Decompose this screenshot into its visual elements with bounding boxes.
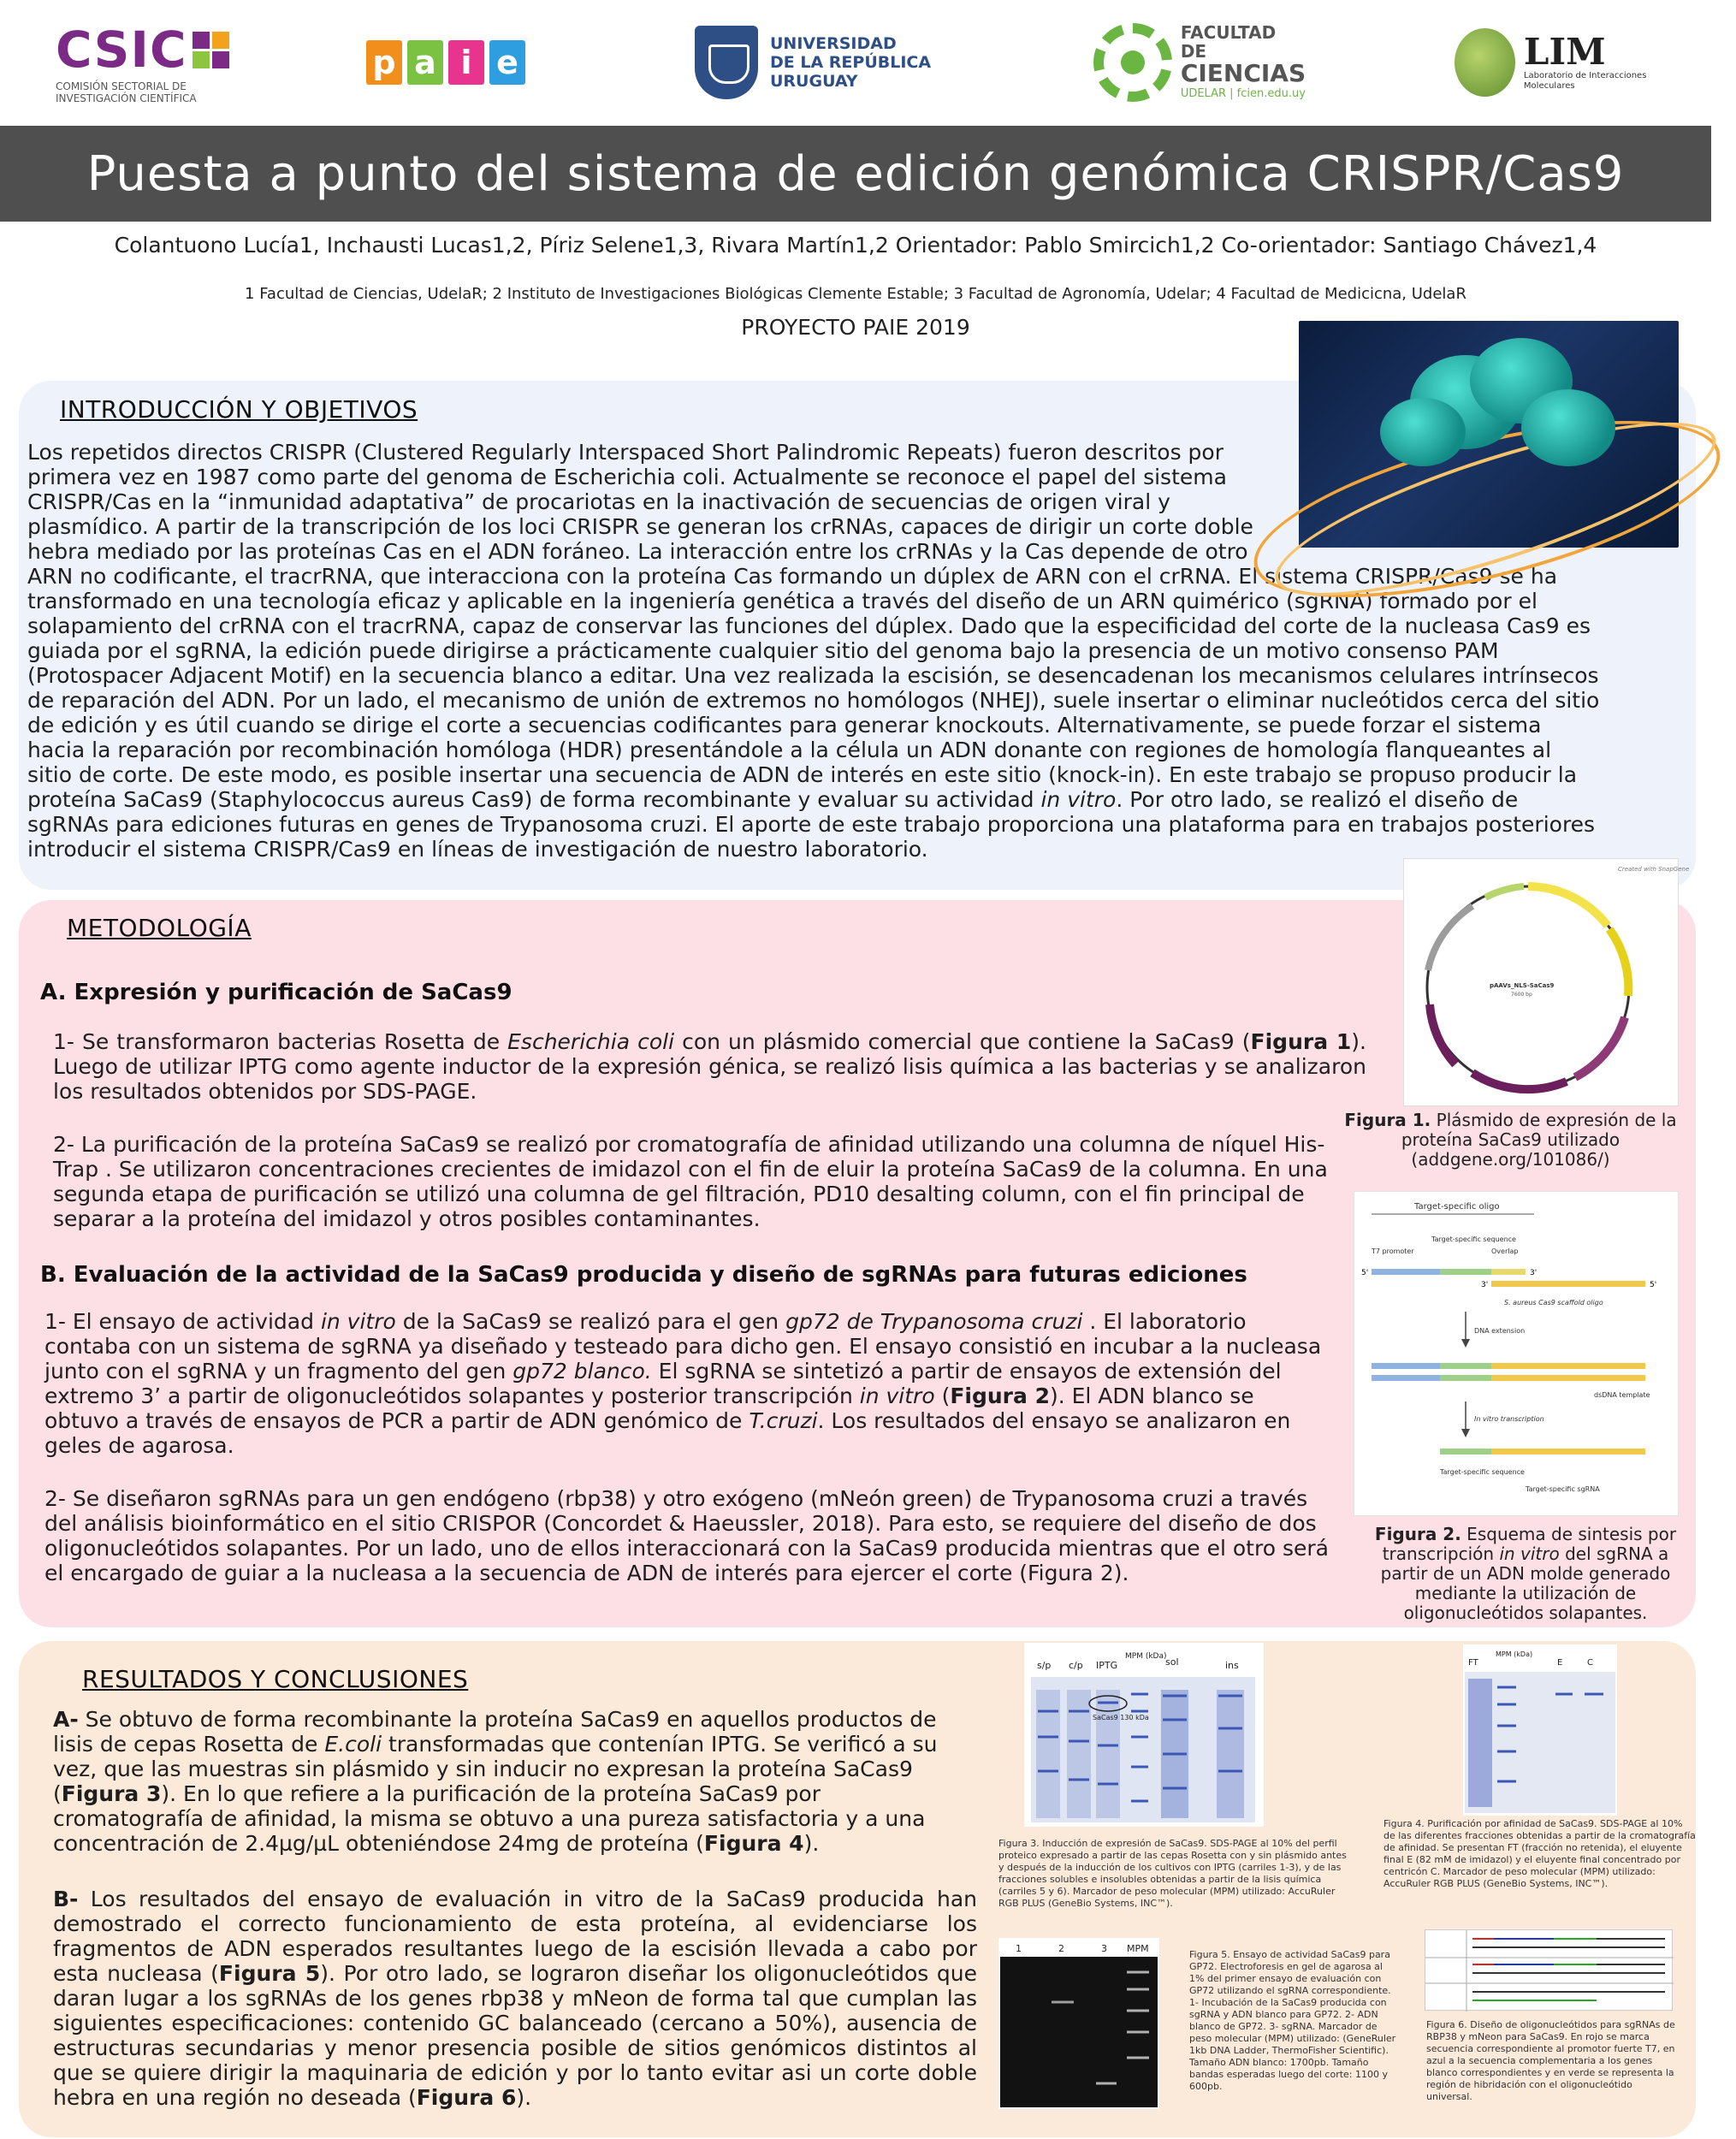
methods-b2: 2- Se diseñaron sgRNAs para un gen endógeno (rbp38) y otro exógeno (mNeón green) de Trypanosoma cruzi a través del análisis bioinformático en el sitio CRISPOR (Concordet & Haeussler, 2018). Para esto, se requiere del diseño de dos oligonucleótidos solapantes. Por un lado, uno de ellos interaccionará con la SaCas9 producida mientras que el otro será el encargado de guiar a la nucleasa a la secuencia de ADN de interés para ejercer el corte (Figura 2). xyxy=(44,1486,1329,1585)
udelar-line: UNIVERSIDAD xyxy=(770,34,897,53)
text-span: . Los resultados del ensayo se analizaron en geles de agarosa. xyxy=(44,1408,1291,1458)
figure-ref: Figura 2 xyxy=(950,1384,1050,1408)
gel-lane-label: MPM xyxy=(1127,1943,1149,1954)
text-span: B- xyxy=(53,1887,79,1911)
intro-text-a: Los repetidos directos CRISPR (Clustered Regularly Interspaced Short Palindromic Repeats) fueron descritos por primera vez en 1987 como parte del genoma de Escherichia coli. Actualmente se reconoce el papel del sistema CRISPR/Cas en la “inmunidad adaptativa” de procariotas en la inactivación de secuencias de origen viral y plasmídico. A partir de la transcripción de los loci CRISPR se generan los crRNAs, capaces de dirigir un corte doble hebra mediado por las proteínas Cas en el ADN foráneo. La interacción entre los crRNAs y la Cas depende de otro xyxy=(27,440,1253,564)
text-span: ). El ADN blanco se obtuvo a través de ensayos de PCR a partir de ADN genómico de xyxy=(44,1384,1254,1433)
label-target-seq-2: Target-specific sequence xyxy=(1440,1468,1525,1476)
paie-letter: a xyxy=(407,40,443,85)
lim-orb-icon xyxy=(1455,28,1515,97)
gel-band-label: SaCas9 130 kDa xyxy=(1093,1714,1149,1721)
paie-letter: e xyxy=(489,40,525,85)
figure-ref: Figura 1 xyxy=(1250,1029,1352,1054)
figure-ref: Figura 5 xyxy=(218,1961,321,1986)
label-dsdna: dsDNA template xyxy=(1594,1391,1650,1399)
results-a xyxy=(53,1707,964,1856)
gel-image xyxy=(998,1938,1159,2109)
intro-heading: INTRODUCCIÓN Y OBJETIVOS xyxy=(60,395,418,424)
figure-2-scheme xyxy=(1354,1191,1679,1516)
text-span: ). xyxy=(516,2085,532,2110)
fcien-line: CIENCIAS xyxy=(1180,59,1306,87)
caption-label: Figura 2. xyxy=(1374,1524,1461,1544)
plasmid-name: pAAVs_NLS-SaCas9 xyxy=(1490,982,1555,989)
label-ivt: In vitro transcription xyxy=(1474,1415,1544,1423)
gel-lane-label: ins xyxy=(1225,1660,1239,1671)
figure-3-caption: Figura 3. Inducción de expresión de SaCas9. SDS-PAGE al 10% del perfil proteico expresado a partir de las cepas Rosetta con y sin plásmido antes y después de la inducción de los cultivos con IPTG (carriles 1-3), y de las fracciones solubles e insolubles obtenidas a partir de la lisis química (carriles 5 y 6). Marcador de peso molecular (MPM) utilizado: AccuRuler RGB PLUS (GeneBio Systems, INC™). xyxy=(998,1838,1347,1909)
gel-lane-label: 1 xyxy=(1016,1943,1022,1954)
lim-logo-subtitle: Laboratorio de Interacciones Moleculares xyxy=(1523,71,1647,91)
scheme-diagram xyxy=(1354,1192,1680,1517)
title-bar xyxy=(0,126,1711,222)
text-span: gp72 de Trypanosoma cruzi xyxy=(785,1309,1083,1334)
csic-squares-icon xyxy=(193,32,229,68)
figure-ref: Figura 6 xyxy=(416,2085,517,2110)
end-label: 3' xyxy=(1530,1269,1538,1277)
label-target-seq: Target-specific sequence xyxy=(1431,1235,1516,1243)
intro-text-b-end: . Por otro lado, se realizó el diseño de sgRNAs para ediciones futuras en genes de Trypanosoma cruzi. El aporte de este trabajo proporciona una plataforma para en trabajos posteriores introducir el sistema CRISPR/Cas9 en líneas de investigación de nuestro laboratorio. xyxy=(27,787,1596,862)
intro-text-b xyxy=(27,564,1602,862)
methods-a1 xyxy=(53,1029,1366,1104)
fcien-line: FACULTAD DE xyxy=(1180,22,1277,62)
text-span: ( xyxy=(934,1384,951,1408)
text-span: transformadas que contenían IPTG. Se verificó a su vez, que las muestras sin plásmido y sin inducir no expresan la proteína SaCas9 ( xyxy=(53,1732,938,1806)
results-b xyxy=(53,1887,977,2110)
oligo-sequence-image xyxy=(1425,1930,1674,2012)
figure-6-caption: Figura 6. Diseño de oligonucleótidos para sgRNAs de RBP38 y mNeon para SaCas9. En rojo se marca secuencia correspondiente al promotor fuerte T7, en azul a la secuencia complementaria a los genes blanco correspondientes y en verde se representa la región de hibridación con el oligonucleótido universal. xyxy=(1426,2019,1675,2102)
gel-lane-label: sol xyxy=(1165,1656,1179,1668)
poster-title: Puesta a punto del sistema de edición genómica CRISPR/Cas9 xyxy=(86,145,1625,202)
figure-4-caption: Figura 4. Purificación por afinidad de SaCas9. SDS-PAGE al 10% de las diferentes fracciones obtenidas a partir de la cromatografía de afinidad. Se presentan FT (fracción no retenida), el eluyente final E (82 mM de imidazol) y el eluyente final concentrado por centricón C. Marcador de peso molecular (MPM) utilizado: AccuRuler RGB PLUS (GeneBio Systems, INC™). xyxy=(1383,1818,1696,1889)
label-sgrna: Target-specific sgRNA xyxy=(1526,1485,1600,1493)
text-span: ). En lo que refiere a la purificación de la proteína SaCas9 por cromatografía de afinidad, la misma se obtuvo a una pureza satisfactoria y a una concentración de 2.4µg/µL obteniéndose 24mg de proteína ( xyxy=(53,1781,926,1856)
caption-text: in vitro xyxy=(1499,1544,1560,1564)
intro-text-b-main: ARN no codificante, el tracrRNA, que interacciona con la proteína Cas formando un dúplex de ARN con el crRNA. El sistema CRISPR/Cas9 se ha transformado en una tecnología eficaz y aplicable en la ingeniería genética a través del diseño de un ARN quimérico (sgRNA) formado por el solapamiento del crRNA con el tracrRNA, capaz de conservar las funciones del dúplex. Dado que la especificidad del corte de la nucleasa Cas9 es guiada por el sgRNA, la edición puede dirigirse a prácticamente cualquier sitio del genoma bajo la presencia de un motivo consenso PAM (Protospacer Adjacent Motif) en la secuencia blanco a editar. Una vez realizada la escisión, se desencadenan los mecanismos celulares intrínsecos de reparación del ADN. Por un lado, el mecanismo de unión de extremos no homólogos (NHEJ), suele insertar o eliminar nucleótidos cerca del sitio de edición y es útil cuando se dirige el corte a secuencias codificantes para generar knockouts. Alternativamente, se puede forzar el sistema hacia la reparación por recombinación homóloga (HDR) presentándole a la célula un ADN donante con regiones de homología flanqueantes al sitio de corte. De este modo, es posible insertar una secuencia de ADN de interés en este sitio (knock-in). En este trabajo se propuso producir la proteína SaCas9 (Staphylococcus aureus Cas9) de forma recombinante y evaluar su actividad xyxy=(27,564,1600,812)
label-scaffold: S. aureus Cas9 scaffold oligo xyxy=(1504,1299,1603,1307)
text-span: in vitro xyxy=(320,1309,396,1334)
gel-lane-label: MPM (kDa) xyxy=(1125,1652,1167,1661)
figure-2-caption xyxy=(1367,1525,1684,1623)
logo-bar xyxy=(0,0,1711,124)
text-span: Escherichia coli xyxy=(507,1029,675,1054)
methods-a2: 2- La purificación de la proteína SaCas9 se realizó por cromatografía de afinidad utilizando una columna de níquel His-Trap . Se utilizaron concentraciones crecientes de imidazol con el fin de eluir la proteína SaCas9 de la columna. En una segunda etapa de purificación se utilizó una columna de gel filtración, PD10 desalting column, con el fin principal de separar a la proteína del imidazol y otros posibles contaminantes. xyxy=(53,1132,1328,1231)
paie-letter: p xyxy=(366,40,402,85)
label-dna-ext: DNA extension xyxy=(1474,1327,1526,1335)
text-span: Se obtuvo de forma recombinante la proteína SaCas9 en aquellos productos de lisis de cepas Rosetta de xyxy=(53,1707,937,1757)
gel-lane-label: 3 xyxy=(1101,1943,1107,1954)
gel-image xyxy=(1463,1644,1617,1816)
text-span: de la SaCas9 se realizó para el gen xyxy=(395,1309,786,1334)
text-span: ). xyxy=(803,1831,820,1856)
end-label: 3' xyxy=(1481,1281,1489,1289)
gel-image xyxy=(1024,1643,1264,1827)
caption-text: del sgRNA a partir de un ADN molde generado mediante la utilización de oligonucleótidos solapantes. xyxy=(1380,1544,1671,1623)
text-span: ). Por otro lado, se lograron diseñar los oligonucleótidos que daran lugar a los sgRNAs de los genes rbp38 y mNeon de forma tal que cumplan las siguientes especificaciones: contenido GC balanceado (cercano a 50%), ausencia de estructuras secundarias y menor presencia posible de sitios genómicos distintos al que se quiere dirigir la maquinaria de edición y por lo tanto evitar asi un corte doble hebra en una región no deseada ( xyxy=(53,1961,977,2110)
figure-ref: Figura 3 xyxy=(61,1781,162,1806)
plasmid-size: 7600 bp xyxy=(1511,992,1532,998)
gel-lane-label: s/p xyxy=(1037,1660,1052,1671)
methods-subtitle-b: B. Evaluación de la actividad de la SaCas9 producida y diseño de sgRNAs para futuras ediciones xyxy=(40,1262,1247,1288)
text-span: El sgRNA se sintetizó a partir de ensayos de extensión del extremo 3’ a partir de oligonucleótidos solapantes y posterior transcripción xyxy=(44,1359,1282,1408)
text-span: A- xyxy=(53,1707,79,1732)
text-span: . El laboratorio contaba con un sistema de sgRNA ya diseñado y testeado para dicho gen. El ensayo consistió en incubar a la nucleasa junto con el sgRNA y un fragmento del gen xyxy=(44,1309,1322,1384)
udelar-logo xyxy=(695,15,943,110)
label-overlap: Overlap xyxy=(1491,1247,1519,1255)
methods-b1 xyxy=(44,1309,1328,1458)
lim-logo xyxy=(1455,15,1660,110)
methods-heading: METODOLOGÍA xyxy=(67,914,252,942)
csic-logo xyxy=(56,15,261,110)
label-t7: T7 promoter xyxy=(1372,1247,1414,1255)
figure-1-plasmid xyxy=(1403,858,1690,1106)
udelar-line: DE LA REPÚBLICA xyxy=(770,53,932,72)
gel-lane-label: E xyxy=(1557,1658,1563,1668)
affiliations: 1 Facultad de Ciencias, UdelaR; 2 Instituto de Investigaciones Biológicas Clemente Estable; 3 Facultad de Agronomía, Udelar; 4 Facultad de Medicicna, UdelaR xyxy=(245,285,1466,303)
methods-subtitle-a: A. Expresión y purificación de SaCas9 xyxy=(40,980,513,1005)
figure-4-gel xyxy=(1463,1644,1617,1816)
fcien-ring-icon xyxy=(1093,23,1172,102)
csic-logo-subtitle: COMISIÓN SECTORIAL DE INVESTIGACIÓN CIENTÍFICA xyxy=(56,80,197,104)
figure-6-oligo-table xyxy=(1425,1929,1673,2011)
project-label: PROYECTO PAIE 2019 xyxy=(741,315,970,340)
plasmid-map-icon xyxy=(1404,859,1690,1107)
text-span: con un plásmido comercial que contiene la SaCas9 ( xyxy=(674,1029,1251,1054)
paie-logo xyxy=(366,15,533,110)
text-span: in vitro xyxy=(859,1384,935,1408)
gel-lane-label: MPM (kDa) xyxy=(1496,1650,1533,1658)
figure-5-caption: Figura 5. Ensayo de actividad SaCas9 para GP72. Electroforesis en gel de agarosa al 1% del primer ensayo de evaluación con GP72 utilizando el sgRNA correspondiente. 1- Incubación de la SaCas9 producida con sgRNA y ADN blanco para GP72. 2- ADN blanco de GP72. 3- sgRNA. Marcador de peso molecular (MPM) utilizado: (GeneRuler 1kb DNA Ladder, ThermoFisher Scientific). Tamaño ADN blanco: 1700pb. Tamaño bandas esperadas luego del corte: 1100 y 600pb. xyxy=(1189,1949,1396,2092)
figure-3-gel xyxy=(1024,1643,1264,1827)
fcien-line: UDELAR | fcien.edu.uy xyxy=(1180,87,1306,100)
figure-ref: Figura 4 xyxy=(703,1831,804,1856)
text-span: T.cruzi xyxy=(749,1408,818,1433)
results-heading: RESULTADOS Y CONCLUSIONES xyxy=(82,1665,469,1693)
csic-logo-text: CSIC xyxy=(56,21,187,79)
gel-lane-label: c/p xyxy=(1069,1660,1083,1671)
caption-text: Esquema de sintesis por transcripción xyxy=(1382,1524,1677,1564)
end-label: 5' xyxy=(1650,1281,1657,1289)
gel-lane-label: 2 xyxy=(1058,1943,1064,1954)
paie-letter: i xyxy=(448,40,484,85)
text-span: E.coli xyxy=(324,1732,382,1757)
crispr-illustration xyxy=(1299,321,1679,548)
figure-5-gel xyxy=(998,1938,1159,2109)
text-span: ). Luego de utilizar IPTG como agente inductor de la expresión génica, se realizó lisis química a las bacterias y se analizaron los resultados obtenidos por SDS-PAGE. xyxy=(53,1029,1366,1104)
text-span: 1- Se transformaron bacterias Rosetta de xyxy=(53,1029,508,1054)
figure-1-caption xyxy=(1342,1111,1680,1170)
text-span: 1- El ensayo de actividad xyxy=(44,1309,321,1334)
caption-text: Plásmido de expresión de la proteína SaCas9 utilizado (addgene.org/101086/) xyxy=(1401,1110,1677,1170)
fcien-logo xyxy=(1093,15,1307,110)
intro-text-b-italic: in vitro xyxy=(1040,787,1117,812)
gel-lane-label: IPTG xyxy=(1096,1660,1118,1671)
snapgene-watermark: Created with SnapGene xyxy=(1618,866,1690,873)
caption-label: Figura 1. xyxy=(1344,1110,1431,1130)
lim-logo-text: LIM xyxy=(1523,31,1606,73)
label-target-oligo: Target-specific oligo xyxy=(1414,1202,1500,1212)
text-span: gp72 blanco. xyxy=(513,1359,652,1384)
udelar-crest-icon xyxy=(695,26,758,99)
authors: Colantuono Lucía1, Inchausti Lucas1,2, Píriz Selene1,3, Rivara Martín1,2 Orientador: Pablo Smircich1,2 Co-orientador: Santiago Chávez1,4 xyxy=(114,233,1597,258)
text-span: Los resultados del ensayo de evaluación in vitro de la SaCas9 producida han demostrado el correcto funcionamiento de esta proteína, al evidenciarse los fragmentos de ADN esperados resultantes luego de la escisión llevada a cabo por esta nucleasa ( xyxy=(53,1887,977,1986)
gel-lane-label: FT xyxy=(1468,1658,1478,1668)
end-label: 5' xyxy=(1361,1269,1369,1277)
gel-lane-label: C xyxy=(1587,1658,1593,1668)
udelar-line: URUGUAY xyxy=(770,72,858,91)
